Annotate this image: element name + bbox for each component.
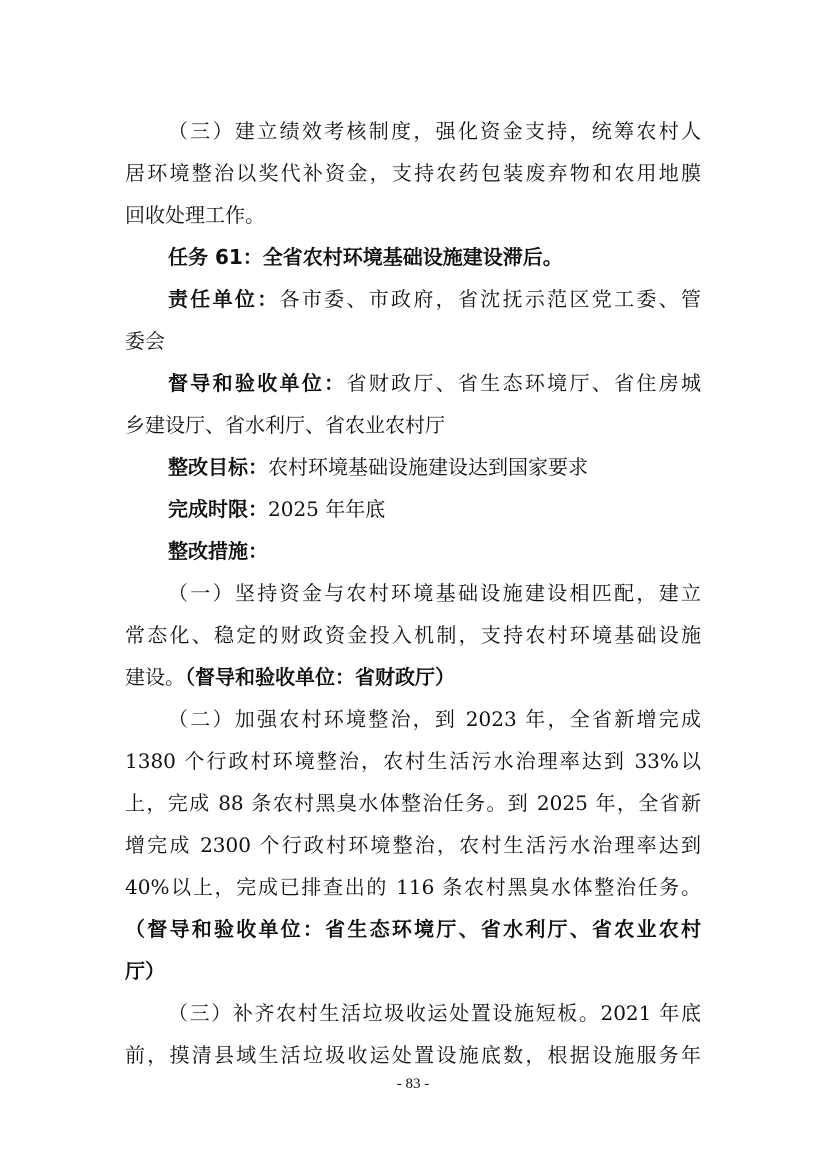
text-line (125, 824, 701, 866)
bold-text: 厅） (125, 959, 165, 983)
text-line (125, 152, 701, 194)
text-line (125, 1034, 701, 1076)
text-line (125, 110, 701, 152)
text-line (125, 488, 701, 530)
text-line (125, 614, 701, 656)
text-line (125, 740, 701, 782)
body-text: 乡建设厅、省水利厅、省农业农村厅 (125, 413, 445, 437)
text-line (125, 656, 701, 698)
body-text: 前，摸清县域生活垃圾收运处置设施底数，根据设施服务年 (125, 1043, 701, 1067)
body-text: （二）加强农村环境整治，到 2023 年，全省新增完成 (168, 707, 701, 731)
body-text: （一）坚持资金与农村环境基础设施建设相匹配，建立 (168, 581, 701, 605)
text-line (125, 278, 701, 320)
text-line (125, 992, 701, 1034)
text-line (125, 530, 701, 572)
bold-text: 任务 61：全省农村环境基础设施建设滞后。 (168, 245, 563, 269)
page-number: - 83 - (396, 1076, 430, 1092)
bold-text: 责任单位： (168, 287, 280, 311)
body-text: 上，完成 88 条农村黑臭水体整治任务。到 2025 年，全省新 (125, 791, 701, 815)
bold-text: 督导和验收单位： (168, 371, 347, 395)
text-line (125, 362, 701, 404)
text-line (125, 572, 701, 614)
body-text: 回收处理工作。 (125, 203, 265, 227)
body-text: 1380 个行政村环境整治，农村生活污水治理率达到 33%以 (125, 749, 701, 773)
text-line (125, 194, 701, 236)
body-text: 各市委、市政府，省沈抚示范区党工委、管 (279, 287, 702, 311)
body-text: （三）补齐农村生活垃圾收运处置设施短板。2021 年底 (168, 1001, 701, 1025)
text-line (125, 446, 701, 488)
body-text: 委会 (125, 329, 165, 353)
bold-text: （督导和验收单位：省生态环境厅、省水利厅、省农业农村 (125, 917, 701, 941)
body-text: 省财政厅、省生态环境厅、省住房城 (346, 371, 702, 395)
body-text: 建设。 (125, 665, 185, 689)
bold-text: 完成时限： (168, 497, 268, 521)
body-text: 居环境整治以奖代补资金，支持农药包装废弃物和农用地膜 (125, 161, 701, 185)
text-line (125, 404, 701, 446)
body-text: 40%以上，完成已排查出的 116 条农村黑臭水体整治任务。 (125, 875, 701, 899)
text-line (125, 320, 701, 362)
document-body (125, 110, 701, 1076)
text-line (125, 236, 701, 278)
text-line (125, 698, 701, 740)
body-text: 农村环境基础设施建设达到国家要求 (268, 455, 588, 479)
text-line (125, 866, 701, 908)
bold-text: （督导和验收单位：省财政厅） (185, 665, 455, 689)
body-text: 常态化、稳定的财政资金投入机制，支持农村环境基础设施 (125, 623, 701, 647)
bold-text: 整改措施： (168, 539, 268, 563)
bold-text: 整改目标： (168, 455, 268, 479)
body-text: 2025 年年底 (268, 497, 386, 521)
text-line (125, 950, 701, 992)
body-text: （三）建立绩效考核制度，强化资金支持，统筹农村人 (168, 119, 701, 143)
body-text: 增完成 2300 个行政村环境整治，农村生活污水治理率达到 (125, 833, 701, 857)
text-line (125, 908, 701, 950)
text-line (125, 782, 701, 824)
